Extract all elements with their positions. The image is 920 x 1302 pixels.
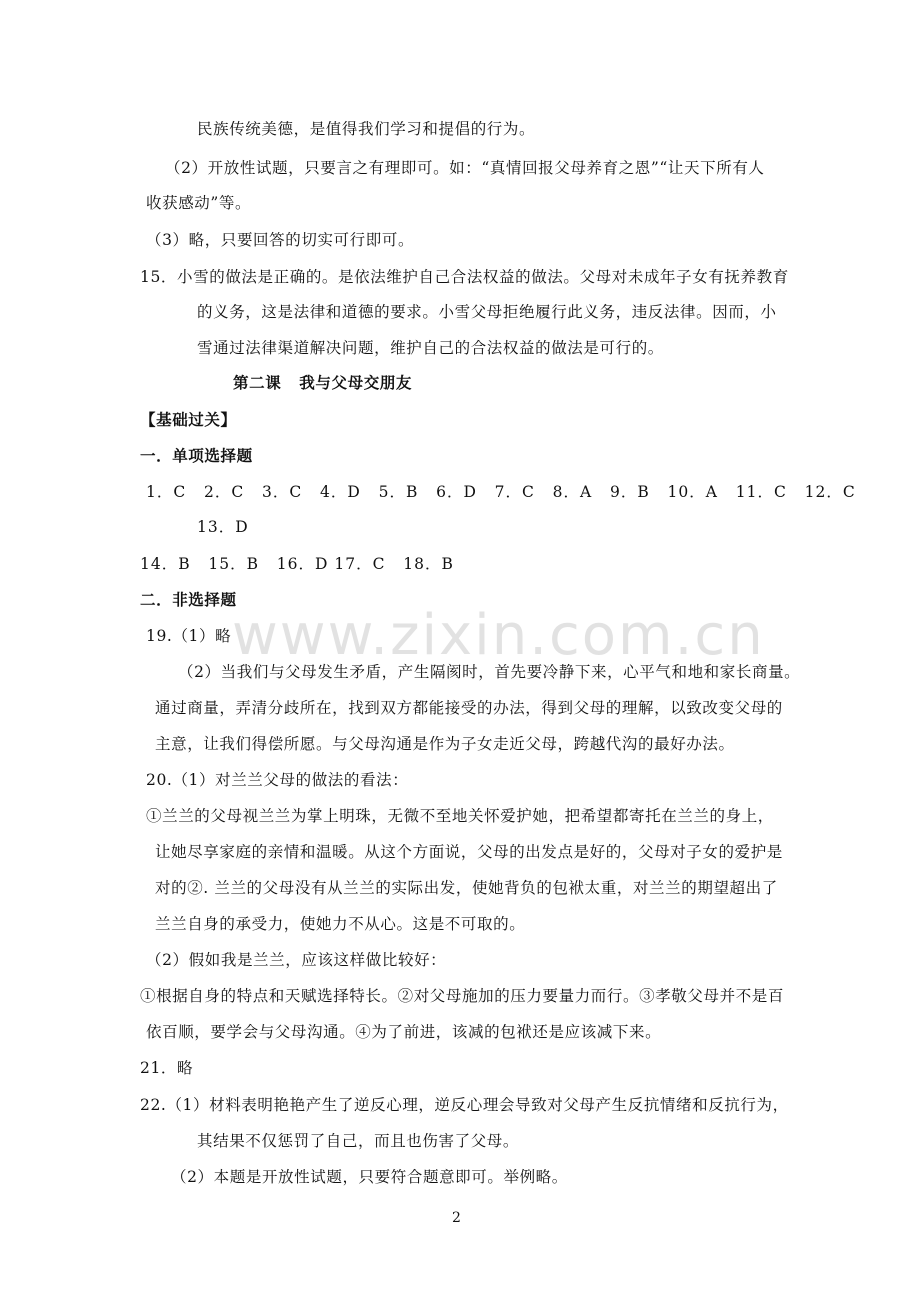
text-line: 民族传统美德，是值得我们学习和提倡的行为。 [197, 120, 536, 138]
answer-key-line: 1．C 2．C 3．C 4．D 5．B 6．D 7．C 8．A 9．B 10．A 11．C 12．C [146, 483, 856, 501]
question-21-line: 21．略 [140, 1059, 194, 1077]
answer-key-line: 14．B 15．B 16．D 17．C 18．B [140, 555, 454, 573]
text-line: 雪通过法律渠道解决问题，维护自己的合法权益的做法是可行的。 [197, 339, 664, 357]
question-15-line: 15．小雪的做法是正确的。是依法维护自己合法权益的做法。父母对未成年子女有抚养教育 [140, 268, 789, 286]
text-line: 主意，让我们得偿所愿。与父母沟通是作为子女走近父母，跨越代沟的最好办法。 [155, 735, 735, 753]
section-heading-single-choice: 一．单项选择题 [140, 446, 253, 465]
text-line: 让她尽享家庭的亲情和温暖。从这个方面说，父母的出发点是好的，父母对子女的爱护是 [155, 843, 783, 861]
answer-key-line: 13．D [197, 518, 249, 536]
text-line: 兰兰自身的承受力，使她力不从心。这是不可取的。 [155, 915, 526, 933]
section-heading-basic: 【基础过关】 [140, 410, 237, 429]
lesson-title: 第二课 我与父母交朋友 [233, 373, 412, 392]
question-22-line: 22.（1）材料表明艳艳产生了逆反心理，逆反心理会导致对父母产生反抗情绪和反抗行为， [140, 1096, 789, 1114]
section-heading-non-choice: 二．非选择题 [140, 590, 237, 609]
text-line: （2）本题是开放性试题，只要符合题意即可。举例略。 [171, 1168, 568, 1186]
text-line: 依百顺，要学会与父母沟通。④为了前进，该减的包袱还是应该减下来。 [146, 1023, 662, 1041]
text-line: 其结果不仅惩罚了自己，而且也伤害了父母。 [197, 1132, 520, 1150]
text-line: ①根据自身的特点和天赋选择特长。②对父母施加的压力要量力而行。③孝敬父母并不是百 [140, 987, 785, 1005]
text-line: 对的②. 兰兰的父母没有从兰兰的实际出发，使她背负的包袱太重，对兰兰的期望超出了 [155, 879, 778, 897]
page-number: 2 [452, 1210, 461, 1226]
text-line: （2）当我们与父母发生矛盾，产生隔阂时，首先要冷静下来，心平气和地和家长商量。 [178, 663, 801, 681]
text-line: （3）略，只要回答的切实可行即可。 [146, 231, 415, 249]
watermark: www.zixin.com.cn [232, 603, 765, 668]
question-19-line: 19.（1）略 [146, 627, 232, 645]
text-line: ①兰兰的父母视兰兰为掌上明珠，无微不至地关怀爱护她，把希望都寄托在兰兰的身上， [146, 807, 774, 825]
text-line: 收获感动”等。 [146, 194, 252, 212]
question-20-line: 20.（1）对兰兰父母的做法的看法： [146, 771, 409, 789]
text-line: （2）假如我是兰兰，应该这样做比较好： [146, 951, 447, 969]
text-line: 通过商量，弄清分歧所在，找到双方都能接受的办法，得到父母的理解，以致改变父母的 [155, 699, 783, 717]
text-line: 的义务，这是法律和道德的要求。小雪父母拒绝履行此义务，违反法律。因而，小 [197, 303, 777, 321]
text-line: （2）开放性试题，只要言之有理即可。如：“真情回报父母养育之恩”“让天下所有人 [165, 159, 765, 177]
